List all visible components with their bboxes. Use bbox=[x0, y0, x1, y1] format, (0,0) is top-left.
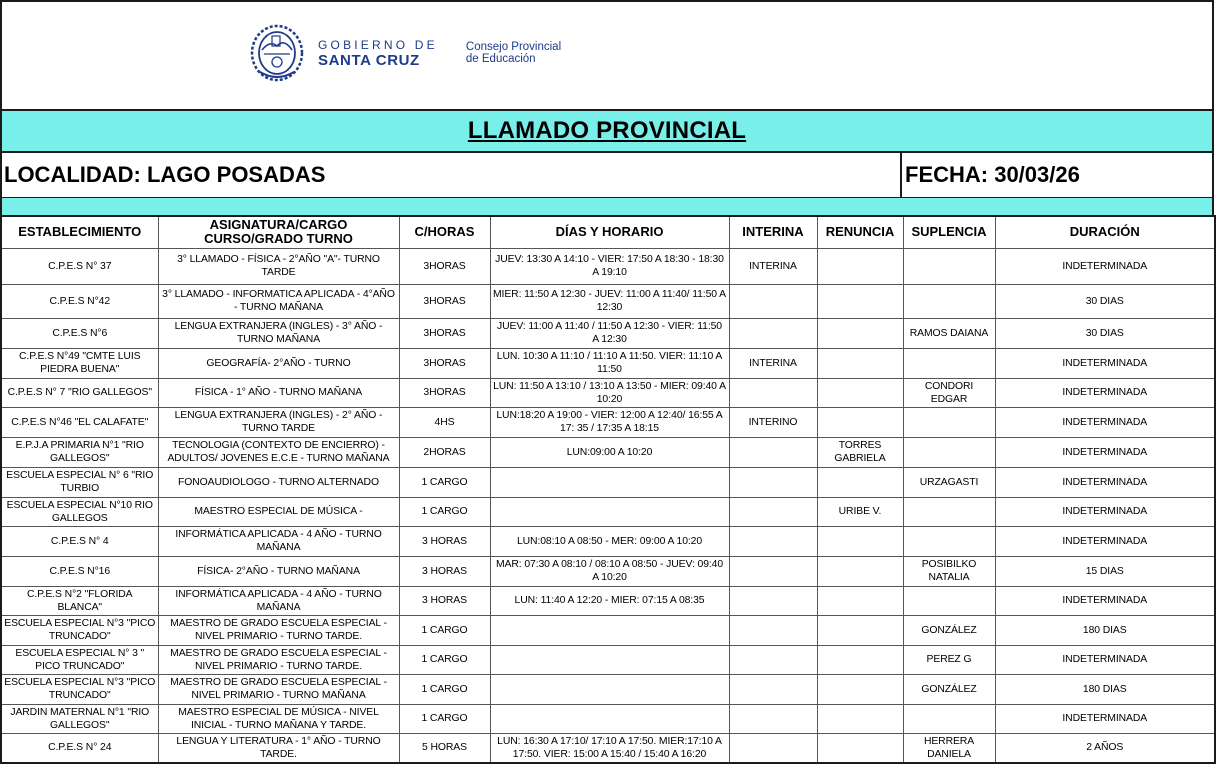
government-name-line2: SANTA CRUZ bbox=[318, 51, 420, 69]
cell-renuncia bbox=[817, 556, 903, 586]
cell-suplencia: URZAGASTI bbox=[903, 467, 995, 497]
cell-duracion: INDETERMINADA bbox=[995, 467, 1215, 497]
cell-establecimiento: C.P.E.S N°46 "EL CALAFATE" bbox=[1, 407, 158, 437]
cell-establecimiento: C.P.E.S N° 37 bbox=[1, 248, 158, 284]
cell-duracion: 30 DIAS bbox=[995, 318, 1215, 348]
cell-duracion: INDETERMINADA bbox=[995, 437, 1215, 467]
cell-horario: MAR: 07:30 A 08:10 / 08:10 A 08:50 - JUEV: 09:40 A 10:20 bbox=[490, 556, 729, 586]
cell-establecimiento: C.P.E.S N°49 "CMTE LUIS PIEDRA BUENA" bbox=[1, 348, 158, 378]
cell-renuncia bbox=[817, 645, 903, 674]
cell-asignatura: LENGUA EXTRANJERA (INGLES) - 3° AÑO -TURNO MAÑANA bbox=[158, 318, 399, 348]
page-title: LLAMADO PROVINCIAL bbox=[467, 117, 747, 144]
cell-horas: 2HORAS bbox=[399, 437, 490, 467]
table-row bbox=[1, 284, 1215, 318]
table-row bbox=[1, 437, 1215, 467]
cell-asignatura: MAESTRO DE GRADO ESCUELA ESPECIAL - NIVEL PRIMARIO - TURNO TARDE. bbox=[158, 615, 399, 645]
cell-asignatura: MAESTRO DE GRADO ESCUELA ESPECIAL - NIVEL PRIMARIO - TURNO MAÑANA bbox=[158, 674, 399, 704]
cell-duracion: 180 DIAS bbox=[995, 674, 1215, 704]
cell-duracion: 15 DIAS bbox=[995, 556, 1215, 586]
cell-renuncia bbox=[817, 378, 903, 407]
cell-renuncia bbox=[817, 407, 903, 437]
cell-renuncia bbox=[817, 318, 903, 348]
cell-suplencia bbox=[903, 437, 995, 467]
cell-interina bbox=[729, 704, 817, 733]
cell-duracion: INDETERMINADA bbox=[995, 586, 1215, 615]
cell-horario: LUN: 11:40 A 12:20 - MIER: 07:15 A 08:35 bbox=[490, 586, 729, 615]
government-logo bbox=[250, 24, 561, 82]
cell-horario: LUN. 10:30 A 11:10 / 11:10 A 11:50. VIER: 11:10 A 11:50 bbox=[490, 348, 729, 378]
date-label: FECHA: 30/03/26 bbox=[905, 162, 1080, 187]
cell-horas: 3HORAS bbox=[399, 318, 490, 348]
cell-interina bbox=[729, 526, 817, 556]
cell-establecimiento: C.P.E.S N°2 "FLORIDA BLANCA" bbox=[1, 586, 158, 615]
cell-interina bbox=[729, 645, 817, 674]
cell-duracion: 30 DIAS bbox=[995, 284, 1215, 318]
cell-horas: 1 CARGO bbox=[399, 704, 490, 733]
cell-interina: INTERINA bbox=[729, 348, 817, 378]
cell-horario bbox=[490, 497, 729, 526]
cell-horario: JUEV: 11:00 A 11:40 / 11:50 A 12:30 - VIER: 11:50 A 12:30 bbox=[490, 318, 729, 348]
cell-asignatura: MAESTRO ESPECIAL DE MÚSICA - NIVEL INICIAL - TURNO MAÑANA Y TARDE. bbox=[158, 704, 399, 733]
cell-interina bbox=[729, 467, 817, 497]
cell-horario: LUN: 11:50 A 13:10 / 13:10 A 13:50 - MIER: 09:40 A 10:20 bbox=[490, 378, 729, 407]
cell-horas: 4HS bbox=[399, 407, 490, 437]
spacer-band bbox=[0, 198, 1214, 215]
cell-asignatura: MAESTRO ESPECIAL DE MÚSICA - bbox=[158, 497, 399, 526]
cell-asignatura: LENGUA EXTRANJERA (INGLES) - 2° AÑO -TURNO TARDE bbox=[158, 407, 399, 437]
cell-renuncia: URIBE V. bbox=[817, 497, 903, 526]
cell-suplencia bbox=[903, 704, 995, 733]
cell-establecimiento: C.P.E.S N°42 bbox=[1, 284, 158, 318]
cell-duracion: INDETERMINADA bbox=[995, 526, 1215, 556]
cell-duracion: INDETERMINADA bbox=[995, 248, 1215, 284]
provincial-crest-icon bbox=[250, 24, 304, 82]
cell-asignatura: FONOAUDIOLOGO - TURNO ALTERNADO bbox=[158, 467, 399, 497]
cell-asignatura: MAESTRO DE GRADO ESCUELA ESPECIAL - NIVEL PRIMARIO - TURNO TARDE. bbox=[158, 645, 399, 674]
cell-interina bbox=[729, 674, 817, 704]
cell-establecimiento: C.P.E.S N° 24 bbox=[1, 733, 158, 763]
cell-horas: 1 CARGO bbox=[399, 467, 490, 497]
table-row bbox=[1, 248, 1215, 284]
cell-interina: INTERINO bbox=[729, 407, 817, 437]
header-horas: C/HORAS bbox=[399, 216, 490, 248]
cell-establecimiento: C.P.E.S N°6 bbox=[1, 318, 158, 348]
council-name-line2: de Educación bbox=[465, 53, 536, 65]
cell-establecimiento: ESCUELA ESPECIAL N° 3 " PICO TRUNCADO" bbox=[1, 645, 158, 674]
cell-establecimiento: C.P.E.S N° 7 "RIO GALLEGOS" bbox=[1, 378, 158, 407]
cell-suplencia: GONZÁLEZ bbox=[903, 674, 995, 704]
cell-suplencia bbox=[903, 284, 995, 318]
cell-horas: 3HORAS bbox=[399, 378, 490, 407]
header-asignatura: ASIGNATURA/CARGO CURSO/GRADO TURNO bbox=[158, 216, 399, 248]
cell-asignatura: INFORMÁTICA APLICADA - 4 AÑO - TURNO MAÑANA bbox=[158, 526, 399, 556]
locality-label: LOCALIDAD: LAGO POSADAS bbox=[2, 153, 902, 197]
table-row bbox=[1, 674, 1215, 704]
cell-suplencia bbox=[903, 586, 995, 615]
header-duracion: DURACIÓN bbox=[995, 216, 1215, 248]
cell-horas: 1 CARGO bbox=[399, 645, 490, 674]
cell-horario: LUN:08:10 A 08:50 - MER: 09:00 A 10:20 bbox=[490, 526, 729, 556]
cell-horas: 3 HORAS bbox=[399, 526, 490, 556]
cell-asignatura: LENGUA Y LITERATURA - 1° AÑO - TURNO TARDE. bbox=[158, 733, 399, 763]
cell-asignatura: TECNOLOGIA (CONTEXTO DE ENCIERRO) - ADULTOS/ JOVENES E.C.E - TURNO MAÑANA bbox=[158, 437, 399, 467]
cell-establecimiento: E.P.J.A PRIMARIA N°1 "RIO GALLEGOS" bbox=[1, 437, 158, 467]
cell-horario bbox=[490, 467, 729, 497]
council-name bbox=[466, 41, 561, 65]
header-horario: DÍAS Y HORARIO bbox=[490, 216, 729, 248]
header-renuncia: RENUNCIA bbox=[817, 216, 903, 248]
cell-interina bbox=[729, 284, 817, 318]
cell-suplencia: CONDORI EDGAR bbox=[903, 378, 995, 407]
table-header-row bbox=[1, 216, 1215, 248]
cell-renuncia bbox=[817, 248, 903, 284]
cell-suplencia bbox=[903, 248, 995, 284]
table-row bbox=[1, 348, 1215, 378]
cell-interina bbox=[729, 437, 817, 467]
cell-horas: 3 HORAS bbox=[399, 556, 490, 586]
cell-establecimiento: ESCUELA ESPECIAL N° 6 "RIO TURBIO bbox=[1, 467, 158, 497]
cell-interina bbox=[729, 497, 817, 526]
cell-horas: 3 HORAS bbox=[399, 586, 490, 615]
cell-duracion: INDETERMINADA bbox=[995, 497, 1215, 526]
cell-establecimiento: ESCUELA ESPECIAL N°3 "PICO TRUNCADO" bbox=[1, 615, 158, 645]
table-row bbox=[1, 733, 1215, 763]
header-establecimiento: ESTABLECIMIENTO bbox=[1, 216, 158, 248]
table-row bbox=[1, 704, 1215, 733]
cell-horario: LUN:09:00 A 10:20 bbox=[490, 437, 729, 467]
cell-horario bbox=[490, 704, 729, 733]
cell-horas: 3HORAS bbox=[399, 248, 490, 284]
cell-renuncia bbox=[817, 586, 903, 615]
cell-duracion: 2 AÑOS bbox=[995, 733, 1215, 763]
cell-renuncia bbox=[817, 284, 903, 318]
cell-horario: MIER: 11:50 A 12:30 - JUEV: 11:00 A 11:40/ 11:50 A 12:30 bbox=[490, 284, 729, 318]
table-row bbox=[1, 318, 1215, 348]
cell-suplencia: GONZÁLEZ bbox=[903, 615, 995, 645]
cell-horas: 3HORAS bbox=[399, 348, 490, 378]
title-band bbox=[0, 111, 1214, 151]
cell-horario bbox=[490, 645, 729, 674]
document-header bbox=[0, 0, 1214, 111]
cell-duracion: INDETERMINADA bbox=[995, 378, 1215, 407]
cell-renuncia bbox=[817, 704, 903, 733]
cell-renuncia: TORRES GABRIELA bbox=[817, 437, 903, 467]
cell-establecimiento: C.P.E.S N° 4 bbox=[1, 526, 158, 556]
cell-duracion: INDETERMINADA bbox=[995, 704, 1215, 733]
cell-suplencia bbox=[903, 497, 995, 526]
header-interina: INTERINA bbox=[729, 216, 817, 248]
table-row bbox=[1, 645, 1215, 674]
vacancies-table bbox=[0, 215, 1216, 764]
cell-horas: 5 HORAS bbox=[399, 733, 490, 763]
table-row bbox=[1, 467, 1215, 497]
cell-horario bbox=[490, 615, 729, 645]
cell-duracion: INDETERMINADA bbox=[995, 407, 1215, 437]
table-row bbox=[1, 378, 1215, 407]
cell-interina bbox=[729, 733, 817, 763]
cell-interina bbox=[729, 378, 817, 407]
cell-horas: 1 CARGO bbox=[399, 497, 490, 526]
cell-suplencia: POSIBILKO NATALIA bbox=[903, 556, 995, 586]
cell-asignatura: 3° LLAMADO - FÍSICA - 2°AÑO "A"- TURNO TARDE bbox=[158, 248, 399, 284]
cell-horas: 3HORAS bbox=[399, 284, 490, 318]
table-row bbox=[1, 556, 1215, 586]
cell-suplencia bbox=[903, 526, 995, 556]
cell-interina bbox=[729, 556, 817, 586]
table-row bbox=[1, 586, 1215, 615]
table-row bbox=[1, 497, 1215, 526]
cell-duracion: INDETERMINADA bbox=[995, 348, 1215, 378]
header-suplencia: SUPLENCIA bbox=[903, 216, 995, 248]
cell-interina bbox=[729, 586, 817, 615]
table-row bbox=[1, 407, 1215, 437]
cell-renuncia bbox=[817, 733, 903, 763]
cell-renuncia bbox=[817, 526, 903, 556]
cell-horas: 1 CARGO bbox=[399, 674, 490, 704]
cell-horario: LUN:18:20 A 19:00 - VIER: 12:00 A 12:40/ 16:55 A 17: 35 / 17:35 A 18:15 bbox=[490, 407, 729, 437]
cell-duracion: INDETERMINADA bbox=[995, 645, 1215, 674]
cell-renuncia bbox=[817, 467, 903, 497]
government-name-line1: GOBIERNO DE bbox=[318, 37, 438, 52]
cell-establecimiento: JARDIN MATERNAL N°1 "RIO GALLEGOS" bbox=[1, 704, 158, 733]
cell-interina: INTERINA bbox=[729, 248, 817, 284]
cell-suplencia: PEREZ G bbox=[903, 645, 995, 674]
cell-suplencia: HERRERA DANIELA bbox=[903, 733, 995, 763]
table-row bbox=[1, 615, 1215, 645]
cell-asignatura: FÍSICA - 1° AÑO - TURNO MAÑANA bbox=[158, 378, 399, 407]
cell-suplencia: RAMOS DAIANA bbox=[903, 318, 995, 348]
table-row bbox=[1, 526, 1215, 556]
cell-asignatura: INFORMÁTICA APLICADA - 4 AÑO - TURNO MAÑANA bbox=[158, 586, 399, 615]
cell-renuncia bbox=[817, 348, 903, 378]
locality-row bbox=[0, 151, 1214, 199]
cell-duracion: 180 DIAS bbox=[995, 615, 1215, 645]
cell-horas: 1 CARGO bbox=[399, 615, 490, 645]
cell-suplencia bbox=[903, 407, 995, 437]
cell-asignatura: FÍSICA- 2°AÑO - TURNO MAÑANA bbox=[158, 556, 399, 586]
cell-asignatura: GEOGRAFÍA- 2°AÑO - TURNO bbox=[158, 348, 399, 378]
cell-establecimiento: ESCUELA ESPECIAL N°10 RIO GALLEGOS bbox=[1, 497, 158, 526]
government-name bbox=[318, 39, 438, 68]
cell-horario bbox=[490, 674, 729, 704]
cell-renuncia bbox=[817, 674, 903, 704]
cell-horario: JUEV: 13:30 A 14:10 - VIER: 17:50 A 18:30 - 18:30 A 19:10 bbox=[490, 248, 729, 284]
cell-establecimiento: C.P.E.S N°16 bbox=[1, 556, 158, 586]
cell-asignatura: 3° LLAMADO - INFORMATICA APLICADA - 4°AÑO - TURNO MAÑANA bbox=[158, 284, 399, 318]
cell-interina bbox=[729, 318, 817, 348]
cell-horario: LUN: 16:30 A 17:10/ 17:10 A 17:50. MIER:17:10 A 17:50. VIER: 15:00 A 15:40 / 15:40 A 16:20 bbox=[490, 733, 729, 763]
cell-renuncia bbox=[817, 615, 903, 645]
cell-suplencia bbox=[903, 348, 995, 378]
cell-interina bbox=[729, 615, 817, 645]
cell-establecimiento: ESCUELA ESPECIAL N°3 "PICO TRUNCADO" bbox=[1, 674, 158, 704]
council-name-line1: Consejo Provincial bbox=[465, 41, 562, 53]
